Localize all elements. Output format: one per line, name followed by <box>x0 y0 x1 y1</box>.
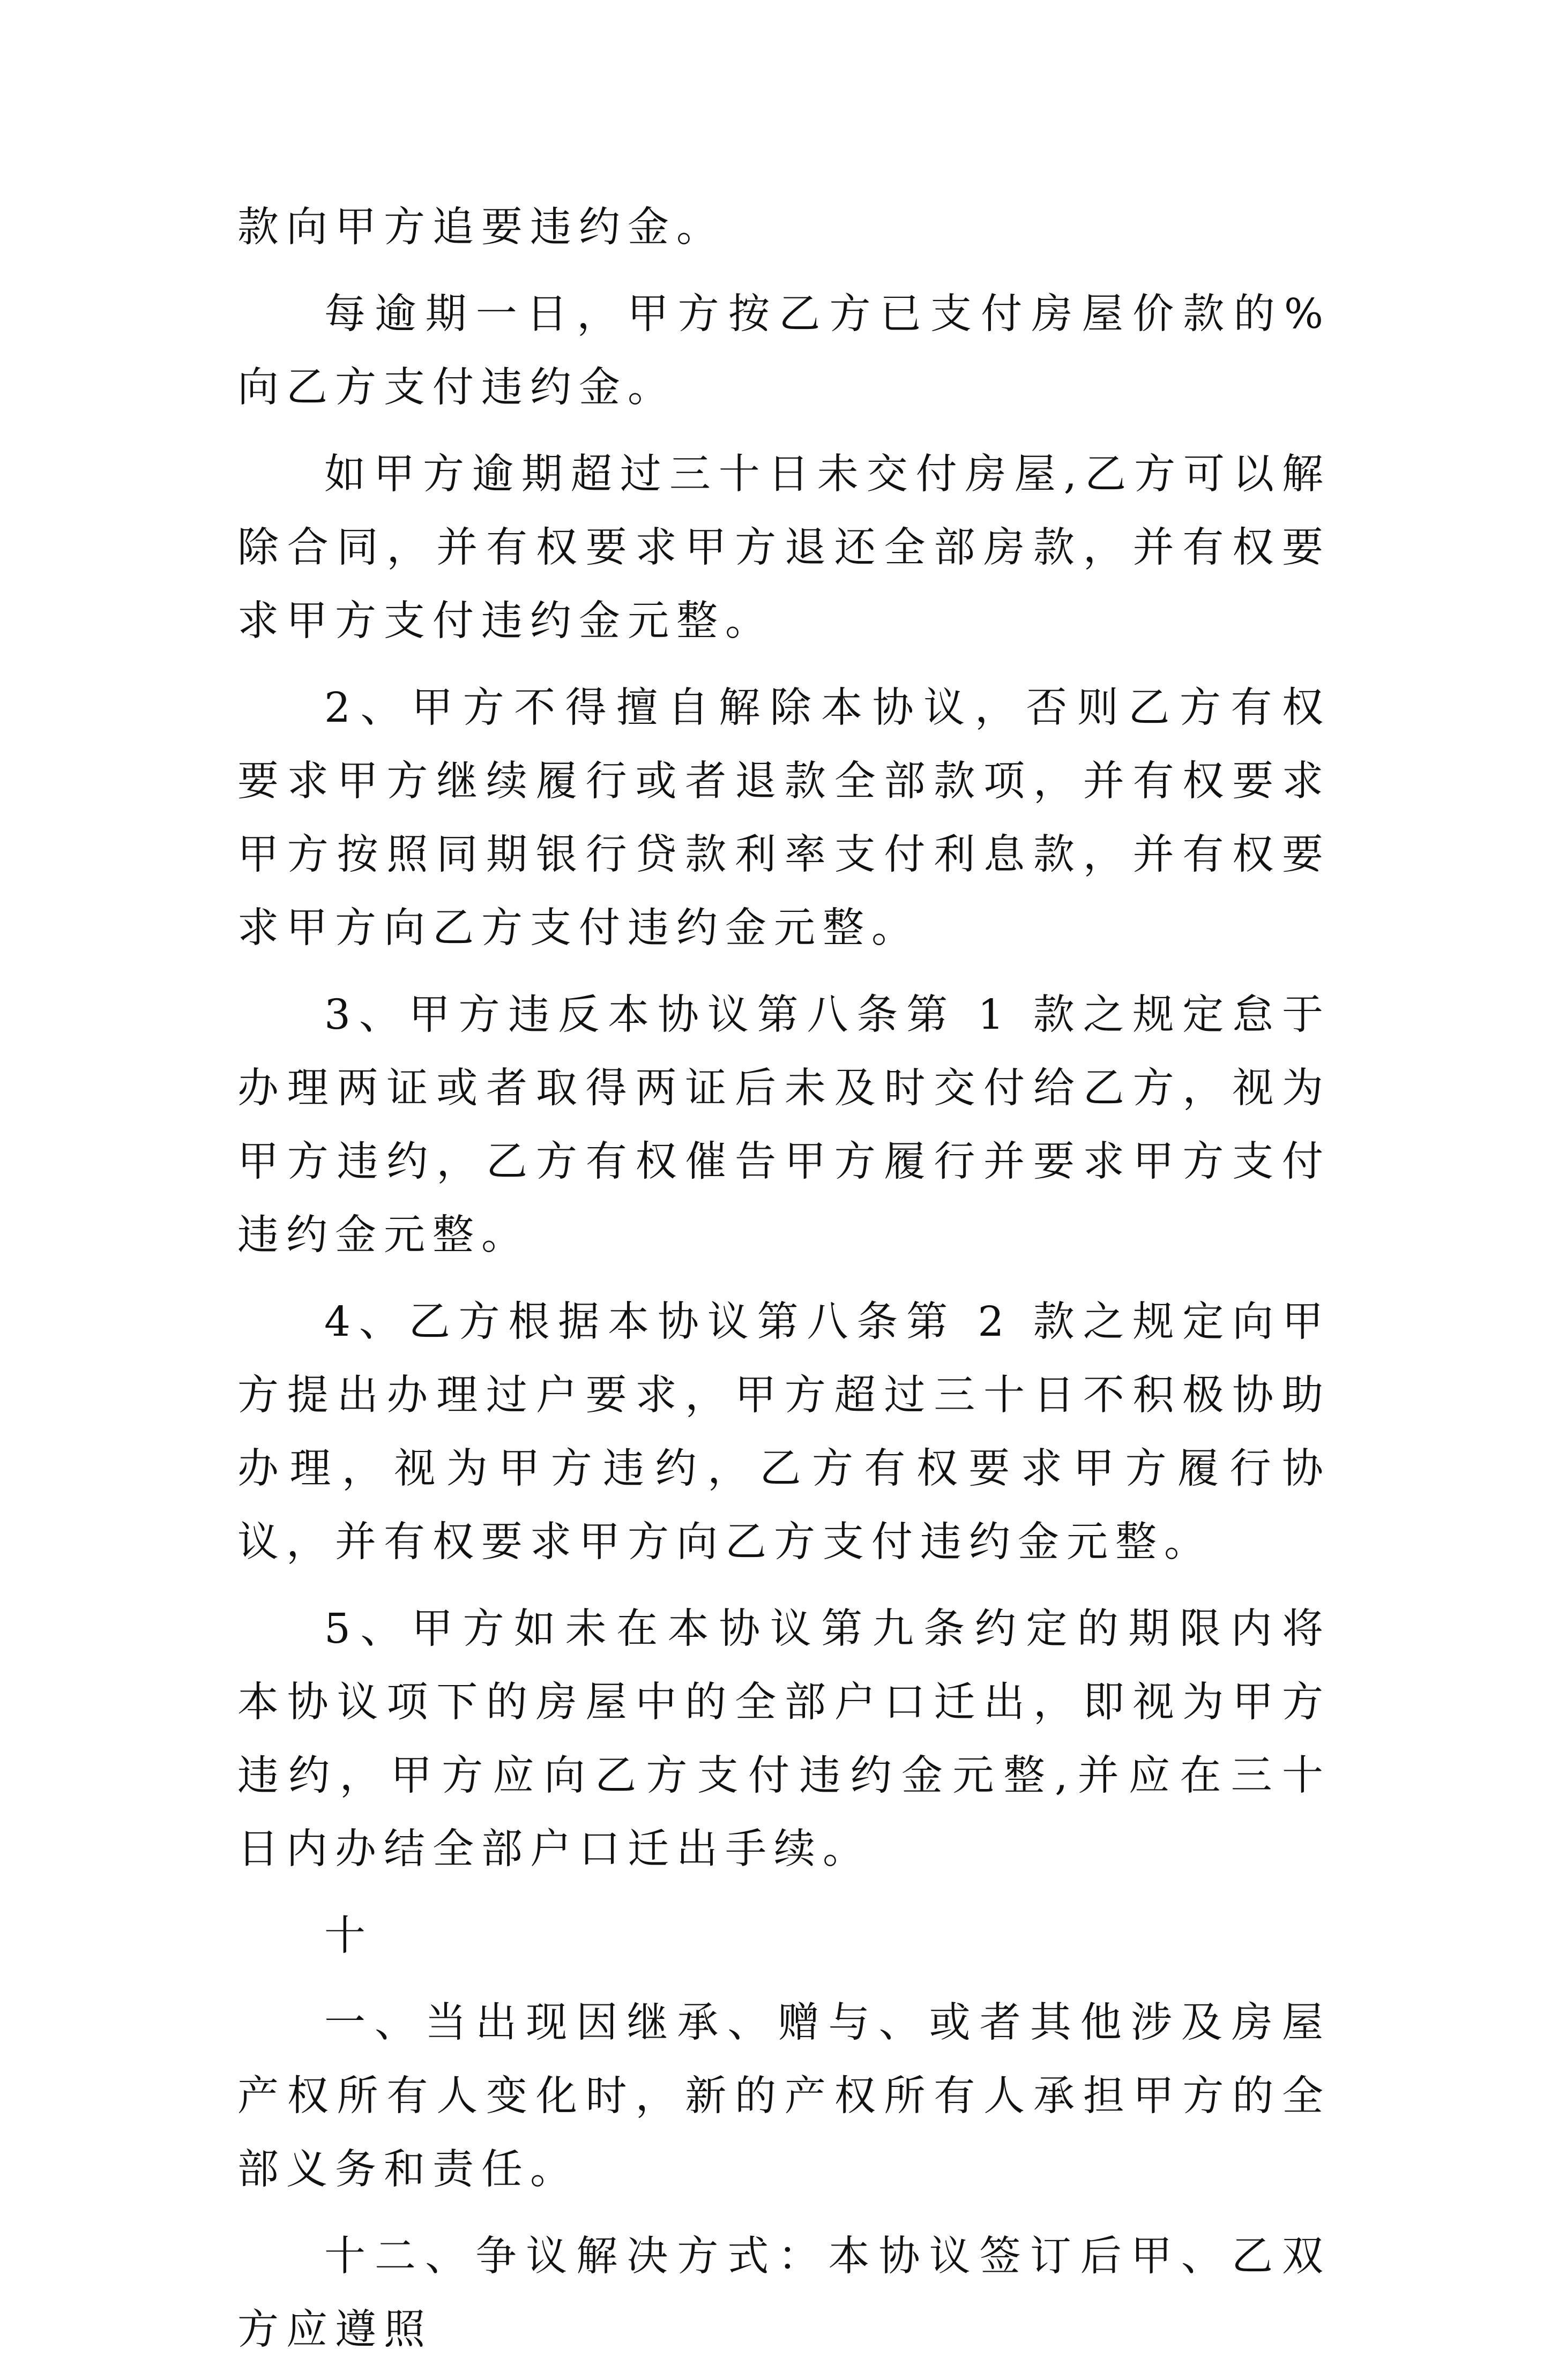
paragraph-2: 每逾期一日，甲方按乙方已支付房屋价款的%向乙方支付违约金。 <box>237 290 1331 411</box>
paragraph-6: 4、乙方根据本协议第八条第 2 款之规定向甲方提出办理过户要求，甲方超过三十日不积极协助办理，视为甲方违约，乙方有权要求甲方履行协议，并有权要求甲方向乙方支付违约金元整。 <box>237 1298 1331 1566</box>
document-body <box>237 191 1331 2380</box>
paragraph-5: 3、甲方违反本协议第八条第 1 款之规定怠于办理两证或者取得两证后未及时交付给乙方，视为甲方违约，乙方有权催告甲方履行并要求甲方支付违约金元整。 <box>237 991 1331 1259</box>
paragraph-7: 5、甲方如未在本协议第九条约定的期限内将本协议项下的房屋中的全部户口迁出，即视为甲方违约，甲方应向乙方支付违约金元整,并应在三十日内办结全部户口迁出手续。 <box>237 1605 1331 1873</box>
paragraph-10: 十二、争议解决方式：本协议签订后甲、乙双方应遵照 <box>237 2233 1331 2354</box>
paragraph-9: 一、当出现因继承、赠与、或者其他涉及房屋产权所有人变化时，新的产权所有人承担甲方的全部义务和责任。 <box>237 1999 1331 2194</box>
paragraph-4: 2、甲方不得擅自解除本协议，否则乙方有权要求甲方继续履行或者退款全部款项，并有权要求甲方按照同期银行贷款利率支付利息款，并有权要求甲方向乙方支付违约金元整。 <box>237 684 1331 952</box>
paragraph-1: 款向甲方追要违约金。 <box>237 204 725 251</box>
paragraph-3: 如甲方逾期超过三十日未交付房屋,乙方可以解除合同，并有权要求甲方退还全部房款，并有权要求甲方支付违约金元整。 <box>237 451 1331 645</box>
paragraph-8: 十 <box>324 1912 373 1960</box>
